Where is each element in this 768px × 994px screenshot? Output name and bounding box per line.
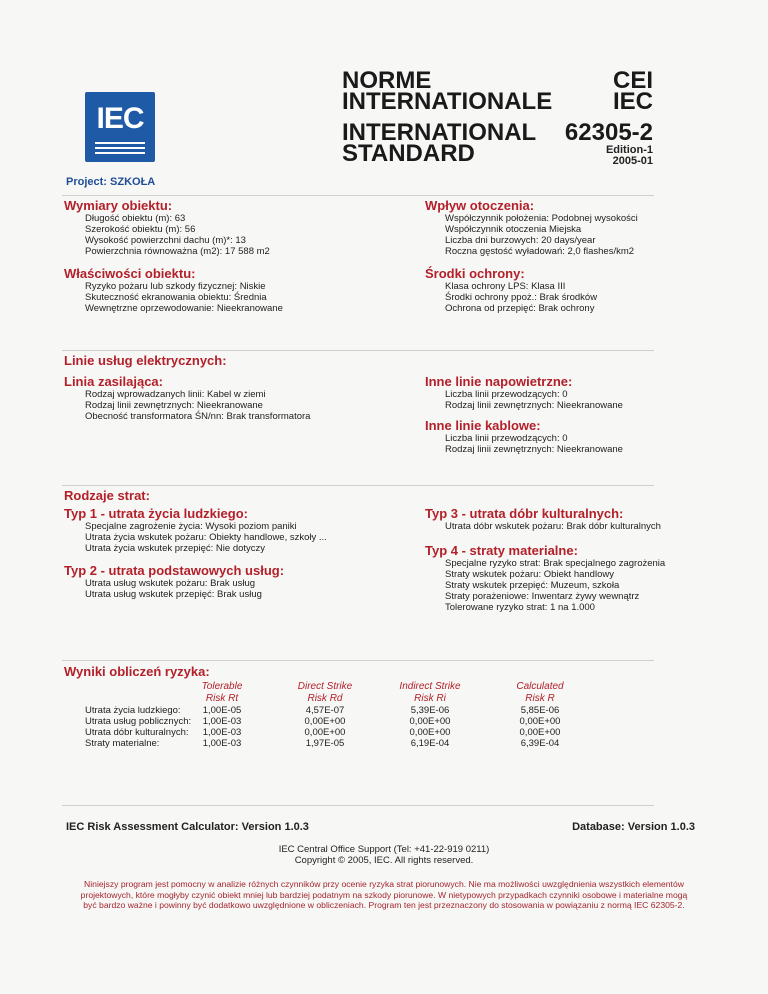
result-value: 0,00E+00	[519, 716, 561, 727]
divider	[62, 660, 654, 661]
wplyw-title: Wpływ otoczenia:	[425, 198, 535, 213]
typ2-title: Typ 2 - utrata podstawowych usług:	[64, 563, 285, 578]
iec-logo	[85, 92, 155, 162]
edition-info: Edition-1 2005-01	[605, 144, 653, 167]
logo-stripe	[95, 147, 145, 149]
logo-stripe	[95, 152, 145, 154]
result-value: 0,00E+00	[409, 727, 451, 738]
disclaimer: Niniejszy program jest pomocny w analizie różnych czynników przy ocenie ryzyka strat piorunowych. Nie ma możliwości uwzględnienia wszystkich elementów projektowych, które mogłyby czynić obiekt mniej lub bardziej podatnym na szkody piorunowe. W nietypowych przypadkach czynniki osobowe i materialne mogą być bardzo ważne i powinny być dodatkowo uwzględnione w obliczeniach. Program ten jest przeznaczony do stosowania w powiązaniu z normą IEC 62305-2.	[80, 879, 688, 910]
wyniki-title: Wyniki obliczeń ryzyka:	[64, 664, 210, 679]
typ1-list: Specjalne zagrożenie życia: Wysoki poziom paniki Utrata życia wskutek pożaru: Obiekty handlowe, szkoły ... Utrata życia wskutek przepięć: Nie dotyczy	[85, 521, 327, 554]
support-info	[0, 844, 768, 866]
result-value: 5,85E-06	[520, 705, 560, 716]
iec-logo-text: IEC	[96, 102, 144, 135]
results-row-label: Utrata usług poblicznych:	[85, 716, 192, 727]
indirect-strike-column: Indirect Strike Risk Ri 5,39E-06 0,00E+00 0,00E+00 6,19E-04	[385, 681, 475, 749]
napowietrzne-title: Inne linie napowietrzne:	[425, 374, 573, 389]
kablowe-list: Liczba linii przewodzących: 0 Rodzaj linii zewnętrznych: Nieekranowane	[445, 433, 623, 455]
tolerable-column: Tolerable Risk Rt 1,00E-05 1,00E-03 1,00E-03 1,00E-03	[196, 681, 248, 749]
srodki-list: Klasa ochrony LPS: Klasa III Środki ochrony ppoż.: Brak środków Ochrona od przepięć: Brak ochrony	[445, 281, 598, 314]
calculated-column: Calculated Risk R 5,85E-06 0,00E+00 0,00E+00 6,39E-04	[500, 681, 580, 749]
copyright: Copyright © 2005, IEC. All rights reserved.	[294, 855, 474, 866]
divider	[62, 805, 654, 806]
zasilajaca-title: Linia zasilająca:	[64, 374, 163, 389]
standard-title: INTERNATIONAL STANDARD	[342, 119, 537, 167]
results-row-labels	[85, 705, 191, 749]
divider	[62, 350, 654, 351]
result-value: 5,39E-06	[410, 705, 450, 716]
results-row-label: Utrata dóbr kulturalnych:	[85, 727, 189, 738]
logo-stripe	[95, 142, 145, 144]
support-phone: IEC Central Office Support (Tel: +41-22-919 0211)	[278, 844, 490, 855]
result-value: 1,00E-03	[202, 716, 242, 727]
result-value: 6,39E-04	[520, 738, 560, 749]
result-value: 0,00E+00	[409, 716, 451, 727]
direct-strike-column: Direct Strike Risk Rd 4,57E-07 0,00E+00 0,00E+00 1,97E-05	[285, 681, 365, 749]
typ3-title: Typ 3 - utrata dóbr kulturalnych:	[425, 506, 624, 521]
kablowe-title: Inne linie kablowe:	[425, 418, 541, 433]
result-value: 1,00E-05	[202, 705, 242, 716]
divider	[62, 485, 654, 486]
result-value: 6,19E-04	[410, 738, 450, 749]
srodki-title: Środki ochrony:	[425, 266, 525, 281]
result-value: 4,57E-07	[305, 705, 345, 716]
wymiary-list: Długość obiektu (m): 63 Szerokość obiektu (m): 56 Wysokość powierzchni dachu (m)*: 13 Powierzchnia równoważna (m2): 17 588 m2	[85, 213, 270, 257]
napowietrzne-list: Liczba linii przewodzących: 0 Rodzaj linii zewnętrznych: Nieekranowane	[445, 389, 623, 411]
result-value: 1,00E-03	[202, 727, 242, 738]
wplyw-list: Współczynnik położenia: Podobnej wysokości Współczynnik otoczenia Miejska Liczba dni burzowych: 20 days/year Roczna gęstość wyładowań: 2,0 flashes/km2	[445, 213, 638, 257]
result-value: 1,00E-03	[202, 738, 242, 749]
project-line: Project: SZKOŁA	[66, 176, 156, 188]
linie-title: Linie usług elektrycznych:	[64, 353, 227, 368]
calculator-version: IEC Risk Assessment Calculator: Version 1.0.3	[66, 821, 309, 833]
result-value: 0,00E+00	[519, 727, 561, 738]
results-row-label: Straty materialne:	[85, 738, 160, 749]
result-value: 0,00E+00	[304, 727, 346, 738]
result-value: 0,00E+00	[304, 716, 346, 727]
straty-title: Rodzaje strat:	[64, 488, 150, 503]
typ4-list: Specjalne ryzyko strat: Brak specjalnego zagrożenia Straty wskutek pożaru: Obiekt handlowy Straty wskutek przepięć: Muzeum, szkoła Straty porażeniowe: Inwentarz żywy wewnątrz Tolerowane ryzyko strat: 1 na 1.000	[445, 558, 666, 613]
wymiary-title: Wymiary obiektu:	[64, 198, 173, 213]
result-value: 1,97E-05	[305, 738, 345, 749]
zasilajaca-list: Rodzaj wprowadzanych linii: Kabel w ziemi Rodzaj linii zewnętrznych: Nieekranowane Obecność transformatora ŚN/nn: Brak transformatora	[85, 389, 311, 422]
project-name: SZKOŁA	[110, 176, 156, 188]
cei-iec-title: CEI IEC	[612, 67, 653, 115]
wlasciwosci-list: Ryzyko pożaru lub szkody fizycznej: Niskie Skuteczność ekranowania obiektu: Średnia Wewnętrzne oprzewodowanie: Nieekranowane	[85, 281, 283, 314]
divider	[62, 195, 654, 196]
results-row-label: Utrata życia ludzkiego:	[85, 705, 181, 716]
standard-number: 62305-2	[564, 119, 653, 146]
database-version: Database: Version 1.0.3	[572, 821, 695, 833]
norme-title: NORME INTERNATIONALE	[342, 67, 553, 115]
typ1-title: Typ 1 - utrata życia ludzkiego:	[64, 506, 248, 521]
typ4-title: Typ 4 - straty materialne:	[425, 543, 578, 558]
wlasciwosci-title: Właściwości obiektu:	[64, 266, 196, 281]
typ3-list: Utrata dóbr wskutek pożaru: Brak dóbr kulturalnych	[445, 521, 661, 532]
typ2-list: Utrata usług wskutek pożaru: Brak usług Utrata usług wskutek przepięć: Brak usług	[85, 578, 262, 600]
